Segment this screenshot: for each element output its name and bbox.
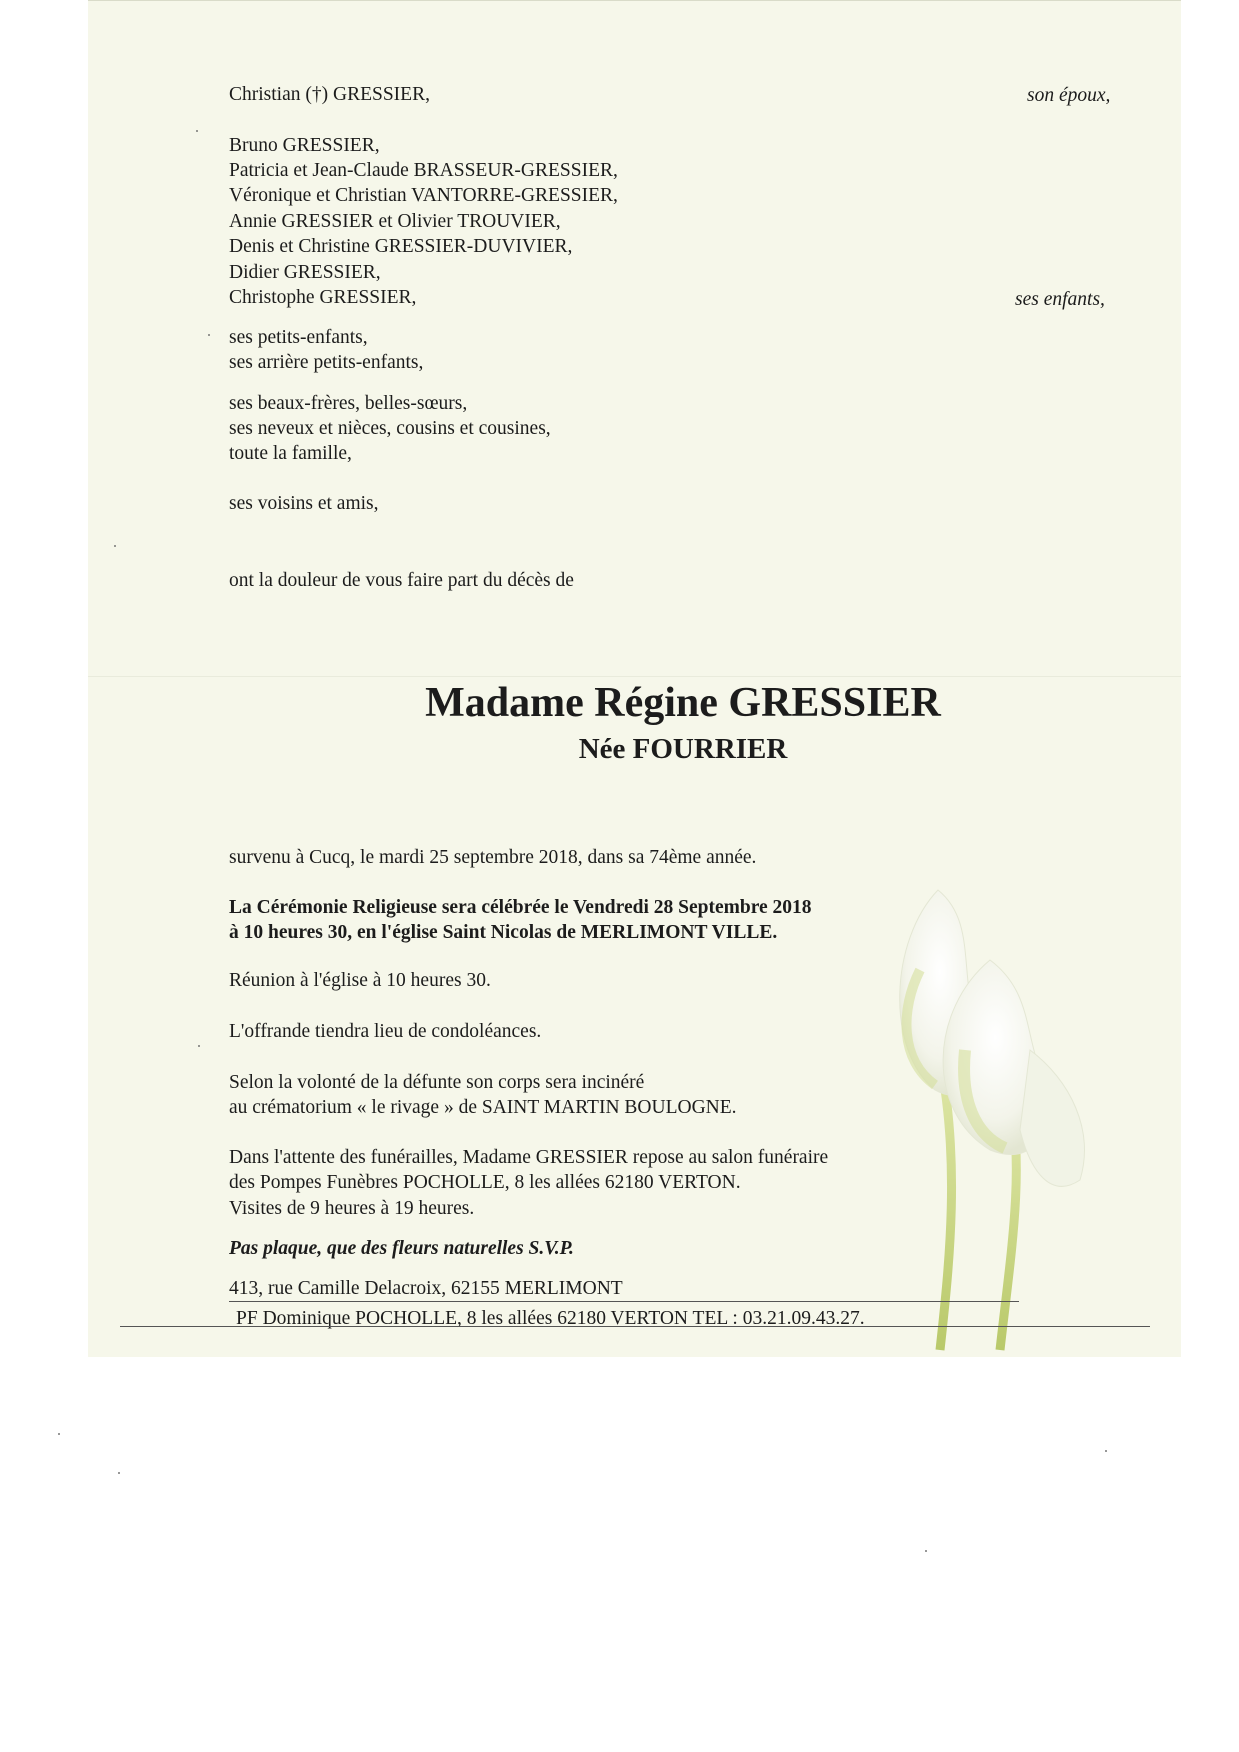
scan-speck bbox=[196, 130, 198, 132]
deceased-name: Madame Régine GRESSIER bbox=[425, 680, 941, 726]
scan-speck bbox=[208, 334, 210, 336]
address-underline bbox=[229, 1301, 1019, 1302]
great-grandchildren: ses arrière petits-enfants, bbox=[229, 352, 424, 373]
grandchildren: ses petits-enfants, bbox=[229, 327, 368, 348]
whole-family: toute la famille, bbox=[229, 443, 352, 464]
child-5: Denis et Christine GRESSIER-DUVIVIER, bbox=[229, 236, 573, 257]
scan-speck bbox=[925, 1550, 927, 1552]
rest-line-2: des Pompes Funèbres POCHOLLE, 8 les allées 62180 VERTON. bbox=[229, 1172, 741, 1193]
address-line: 413, rue Camille Delacroix, 62155 MERLIMONT bbox=[229, 1278, 623, 1299]
card-top-edge bbox=[88, 0, 1181, 1]
flowers-note: Pas plaque, que des fleurs naturelles S.V.P. bbox=[229, 1238, 574, 1259]
spouse-role: son époux, bbox=[1027, 85, 1111, 106]
scan-speck bbox=[198, 1045, 200, 1047]
neighbours-friends: ses voisins et amis, bbox=[229, 493, 379, 514]
funeral-home-line: PF Dominique POCHOLLE, 8 les allées 62180 VERTON TEL : 03.21.09.43.27. bbox=[236, 1308, 865, 1329]
child-2: Patricia et Jean-Claude BRASSEUR-GRESSIER, bbox=[229, 160, 618, 181]
visiting-hours: Visites de 9 heures à 19 heures. bbox=[229, 1198, 475, 1219]
child-3: Véronique et Christian VANTORRE-GRESSIER, bbox=[229, 185, 618, 206]
calla-lily-illustration bbox=[880, 880, 1140, 1360]
offering-details: L'offrande tiendra lieu de condoléances. bbox=[229, 1021, 542, 1042]
scan-speck bbox=[58, 1433, 60, 1435]
cremation-line-1: Selon la volonté de la défunte son corps sera incinéré bbox=[229, 1072, 645, 1093]
death-details: survenu à Cucq, le mardi 25 septembre 2018, dans sa 74ème année. bbox=[229, 847, 757, 868]
in-laws: ses beaux-frères, belles-sœurs, bbox=[229, 393, 468, 414]
rest-line-1: Dans l'attente des funérailles, Madame GRESSIER repose au salon funéraire bbox=[229, 1147, 829, 1168]
scan-speck bbox=[1105, 1450, 1107, 1452]
footer-rule bbox=[120, 1326, 1150, 1327]
announcement-text: ont la douleur de vous faire part du décès de bbox=[229, 570, 574, 591]
nephews-cousins: ses neveux et nièces, cousins et cousines, bbox=[229, 418, 551, 439]
meeting-details: Réunion à l'église à 10 heures 30. bbox=[229, 970, 491, 991]
spouse-name: Christian (†) GRESSIER, bbox=[229, 84, 430, 105]
child-7: Christophe GRESSIER, bbox=[229, 287, 417, 308]
ceremony-line-1: La Cérémonie Religieuse sera célébrée le Vendredi 28 Septembre 2018 bbox=[229, 897, 812, 918]
scan-speck bbox=[114, 545, 116, 547]
child-4: Annie GRESSIER et Olivier TROUVIER, bbox=[229, 211, 561, 232]
deceased-maiden-name: Née FOURRIER bbox=[578, 733, 788, 765]
cremation-line-2: au crématorium « le rivage » de SAINT MARTIN BOULOGNE. bbox=[229, 1097, 737, 1118]
scan-speck bbox=[118, 1472, 120, 1474]
child-1: Bruno GRESSIER, bbox=[229, 135, 380, 156]
card-fold-line bbox=[88, 676, 1181, 677]
ceremony-line-2: à 10 heures 30, en l'église Saint Nicolas de MERLIMONT VILLE. bbox=[229, 922, 778, 943]
child-6: Didier GRESSIER, bbox=[229, 262, 381, 283]
children-role: ses enfants, bbox=[1015, 289, 1105, 310]
